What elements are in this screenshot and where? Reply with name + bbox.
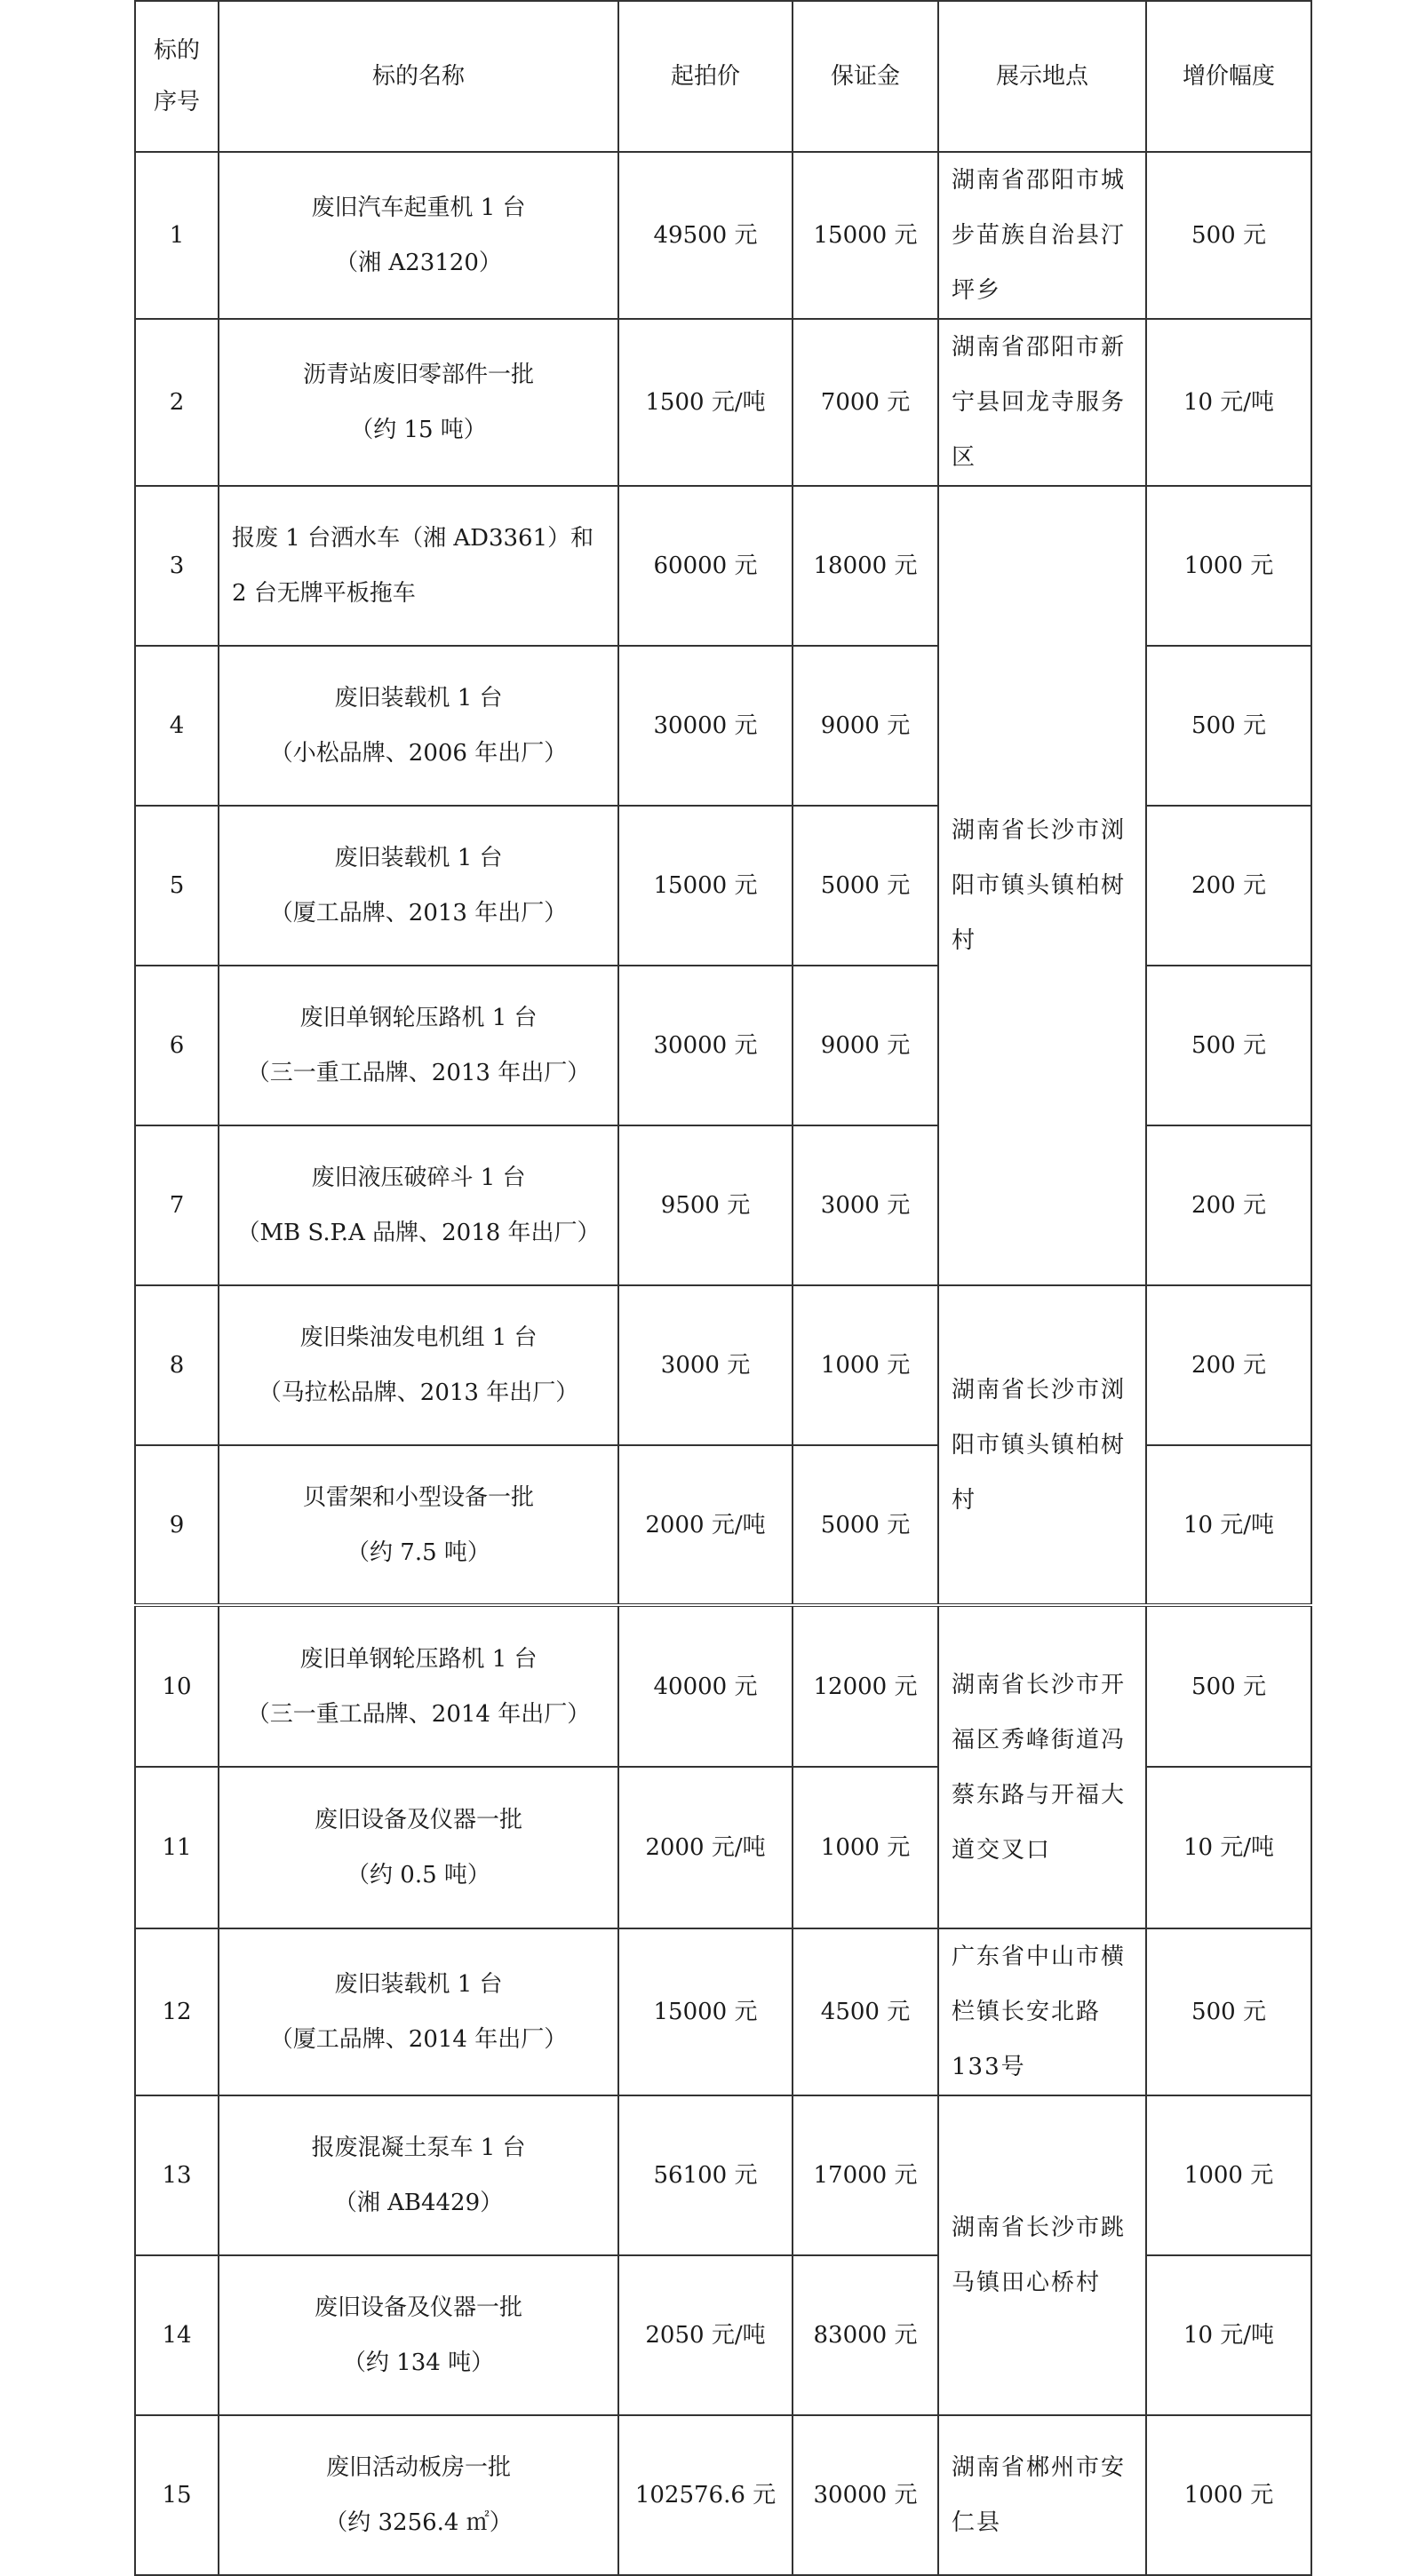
- increment: 500 元: [1146, 646, 1311, 806]
- lot-no: 6: [135, 966, 219, 1125]
- deposit: 3000 元: [793, 1125, 938, 1285]
- table-row: [135, 1285, 1311, 1445]
- lot-no: 14: [135, 2255, 219, 2415]
- lot-name: 废旧汽车起重机 1 台 （湘 A23120）: [219, 152, 618, 319]
- lot-name: 报废混凝土泵车 1 台 （湘 AB4429）: [219, 2095, 618, 2255]
- deposit: 12000 元: [793, 1605, 938, 1767]
- start-price: 2050 元/吨: [618, 2255, 793, 2415]
- start-price: 3000 元: [618, 1285, 793, 1445]
- start-price: 60000 元: [618, 486, 793, 646]
- start-price: 40000 元: [618, 1605, 793, 1767]
- increment: 500 元: [1146, 1605, 1311, 1767]
- header-name: 标的名称: [219, 1, 618, 152]
- header-start-price: 起拍价: [618, 1, 793, 152]
- lot-name: 废旧单钢轮压路机 1 台 （三一重工品牌、2014 年出厂）: [219, 1605, 618, 1767]
- display-location: 湖南省长沙市跳马镇田心桥村: [938, 2095, 1146, 2415]
- start-price: 2000 元/吨: [618, 1445, 793, 1605]
- lot-no: 10: [135, 1605, 219, 1767]
- lot-no: 8: [135, 1285, 219, 1445]
- increment: 500 元: [1146, 1928, 1311, 2095]
- lot-name: 沥青站废旧零部件一批 （约 15 吨）: [219, 319, 618, 486]
- start-price: 49500 元: [618, 152, 793, 319]
- lot-no: 15: [135, 2415, 219, 2575]
- increment: 500 元: [1146, 966, 1311, 1125]
- lot-name: 废旧装载机 1 台 （厦工品牌、2014 年出厂）: [219, 1928, 618, 2095]
- display-location: 湖南省郴州市安仁县: [938, 2415, 1146, 2575]
- deposit: 1000 元: [793, 1285, 938, 1445]
- increment: 10 元/吨: [1146, 319, 1311, 486]
- lot-no: 7: [135, 1125, 219, 1285]
- start-price: 9500 元: [618, 1125, 793, 1285]
- lot-name: 废旧柴油发电机组 1 台 （马拉松品牌、2013 年出厂）: [219, 1285, 618, 1445]
- lot-no: 3: [135, 486, 219, 646]
- start-price: 56100 元: [618, 2095, 793, 2255]
- lot-no: 5: [135, 806, 219, 966]
- header-location: 展示地点: [938, 1, 1146, 152]
- lot-name: 废旧装载机 1 台 （厦工品牌、2013 年出厂）: [219, 806, 618, 966]
- increment: 10 元/吨: [1146, 2255, 1311, 2415]
- display-location: 湖南省长沙市开福区秀峰街道冯蔡东路与开福大道交叉口: [938, 1605, 1146, 1928]
- lot-no: 1: [135, 152, 219, 319]
- header-lot-no: 标的 序号: [135, 1, 219, 152]
- deposit: 17000 元: [793, 2095, 938, 2255]
- increment: 200 元: [1146, 806, 1311, 966]
- lot-no: 13: [135, 2095, 219, 2255]
- auction-lot-table-page: [134, 0, 1310, 2576]
- start-price: 15000 元: [618, 806, 793, 966]
- table-row: [135, 1928, 1311, 2095]
- deposit: 7000 元: [793, 319, 938, 486]
- increment: 1000 元: [1146, 486, 1311, 646]
- increment: 1000 元: [1146, 2095, 1311, 2255]
- start-price: 30000 元: [618, 966, 793, 1125]
- deposit: 9000 元: [793, 646, 938, 806]
- lot-name: 废旧活动板房一批 （约 3256.4 ㎡）: [219, 2415, 618, 2575]
- start-price: 30000 元: [618, 646, 793, 806]
- deposit: 83000 元: [793, 2255, 938, 2415]
- header-increment: 增价幅度: [1146, 1, 1311, 152]
- lot-name: 报废 1 台洒水车（湘 AD3361）和 2 台无牌平板拖车: [219, 486, 618, 646]
- display-location: 湖南省邵阳市城步苗族自治县汀坪乡: [938, 152, 1146, 319]
- table-header-row: [135, 1, 1311, 152]
- deposit: 15000 元: [793, 152, 938, 319]
- table-row: [135, 2415, 1311, 2575]
- increment: 10 元/吨: [1146, 1445, 1311, 1605]
- start-price: 102576.6 元: [618, 2415, 793, 2575]
- lot-name: 贝雷架和小型设备一批 （约 7.5 吨）: [219, 1445, 618, 1605]
- lot-no: 11: [135, 1767, 219, 1928]
- lot-no: 2: [135, 319, 219, 486]
- display-location: 广东省中山市横栏镇长安北路133号: [938, 1928, 1146, 2095]
- lot-name: 废旧设备及仪器一批 （约 0.5 吨）: [219, 1767, 618, 1928]
- deposit: 9000 元: [793, 966, 938, 1125]
- auction-lot-table: [134, 0, 1312, 2576]
- lot-name: 废旧装载机 1 台 （小松品牌、2006 年出厂）: [219, 646, 618, 806]
- increment: 200 元: [1146, 1125, 1311, 1285]
- start-price: 1500 元/吨: [618, 319, 793, 486]
- lot-name: 废旧设备及仪器一批 （约 134 吨）: [219, 2255, 618, 2415]
- header-deposit: 保证金: [793, 1, 938, 152]
- deposit: 4500 元: [793, 1928, 938, 2095]
- lot-name: 废旧液压破碎斗 1 台 （MB S.P.A 品牌、2018 年出厂）: [219, 1125, 618, 1285]
- table-row: [135, 152, 1311, 319]
- table-row: [135, 2095, 1311, 2255]
- increment: 200 元: [1146, 1285, 1311, 1445]
- start-price: 15000 元: [618, 1928, 793, 2095]
- increment: 500 元: [1146, 152, 1311, 319]
- deposit: 1000 元: [793, 1767, 938, 1928]
- lot-no: 4: [135, 646, 219, 806]
- display-location: 湖南省长沙市浏阳市镇头镇柏树村: [938, 486, 1146, 1285]
- deposit: 5000 元: [793, 806, 938, 966]
- lot-name: 废旧单钢轮压路机 1 台 （三一重工品牌、2013 年出厂）: [219, 966, 618, 1125]
- increment: 1000 元: [1146, 2415, 1311, 2575]
- start-price: 2000 元/吨: [618, 1767, 793, 1928]
- table-row: [135, 319, 1311, 486]
- lot-no: 12: [135, 1928, 219, 2095]
- table-row: [135, 1605, 1311, 1767]
- increment: 10 元/吨: [1146, 1767, 1311, 1928]
- deposit: 18000 元: [793, 486, 938, 646]
- deposit: 30000 元: [793, 2415, 938, 2575]
- deposit: 5000 元: [793, 1445, 938, 1605]
- table-row: [135, 486, 1311, 646]
- display-location: 湖南省长沙市浏阳市镇头镇柏树村: [938, 1285, 1146, 1605]
- lot-no: 9: [135, 1445, 219, 1605]
- display-location: 湖南省邵阳市新宁县回龙寺服务区: [938, 319, 1146, 486]
